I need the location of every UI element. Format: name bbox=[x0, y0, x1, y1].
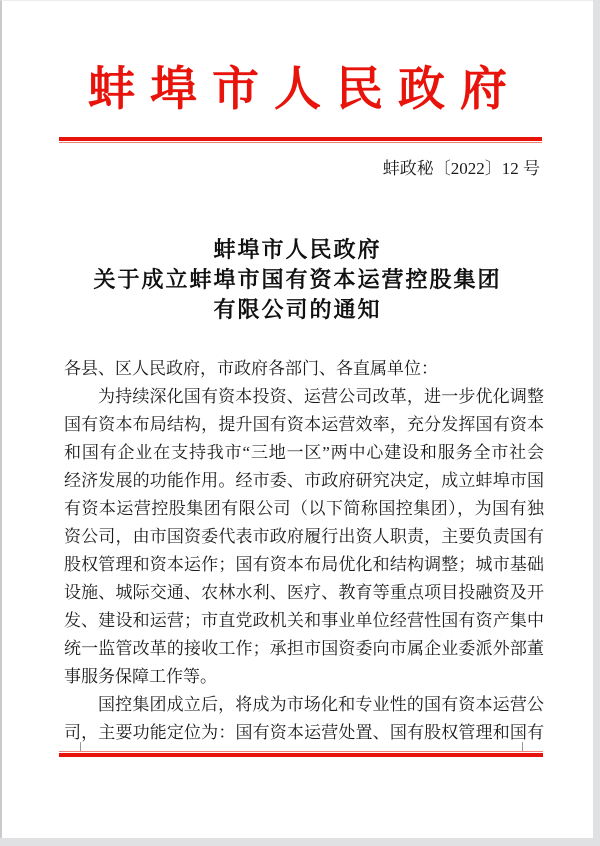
paragraph-1-line: 资公司，由市国资委代表市政府履行出资人职责，主要负责国有 bbox=[64, 527, 544, 546]
paragraph-1-line: 和国有企业在支持我市“三地一区”两中心建设和服务全市社会 bbox=[64, 443, 544, 462]
document-title-line-3: 有限公司的通知 bbox=[213, 297, 382, 322]
page-corner-mark-right bbox=[522, 742, 523, 751]
document-number: 蚌政秘〔2022〕12 号 bbox=[382, 159, 540, 178]
salutation-line: 各县、区人民政府，市政府各部门、各直属单位： bbox=[64, 359, 438, 378]
paragraph-1-line: 股权管理和资本运作；国有资本布局优化和结构调整；城市基础 bbox=[64, 555, 544, 574]
paragraph-1-line: 有资本运营控股集团有限公司（以下简称国控集团），为国有独 bbox=[64, 499, 544, 518]
paragraph-1-line: 设施、城际交通、农林水利、医疗、教育等重点项目投融资及开 bbox=[64, 583, 544, 602]
paragraph-1-line: 国有资本布局结构，提升国有资本运营效率，充分发挥国有资本 bbox=[64, 415, 544, 434]
paragraph-2-line: 国控集团成立后，将成为市场化和专业性的国有资本运营公 bbox=[98, 695, 544, 714]
document-title bbox=[2, 235, 593, 325]
paragraph-1-line: 经济发展的功能作用。经市委、市政府研究决定，成立蚌埠市国 bbox=[64, 471, 544, 490]
paragraph-2-line: 司，主要功能定位为：国有资本运营处置、国有股权管理和国有 bbox=[64, 723, 544, 742]
header-double-rule bbox=[59, 137, 542, 143]
paragraph-1-line: 为持续深化国有资本投资、运营公司改革，进一步优化调整 bbox=[98, 387, 544, 406]
document-body bbox=[64, 355, 544, 747]
letterhead-org-name: 蚌埠市人民政府 bbox=[88, 64, 522, 116]
page-corner-mark-left bbox=[80, 742, 81, 751]
document-title-line-1: 蚌埠市人民政府 bbox=[213, 237, 382, 262]
paragraph-1-line: 发、建设和运营；市直党政机关和事业单位经营性国有资产集中 bbox=[64, 611, 544, 630]
footer-double-rule bbox=[59, 751, 543, 757]
document-title-line-2: 关于成立蚌埠市国有资本运营控股集团 bbox=[93, 267, 502, 292]
paragraph-1-line: 统一监管改革的接收工作；承担市国资委向市属企业委派外部董 bbox=[64, 639, 544, 658]
paragraph-1-line: 事服务保障工作等。 bbox=[64, 667, 217, 686]
